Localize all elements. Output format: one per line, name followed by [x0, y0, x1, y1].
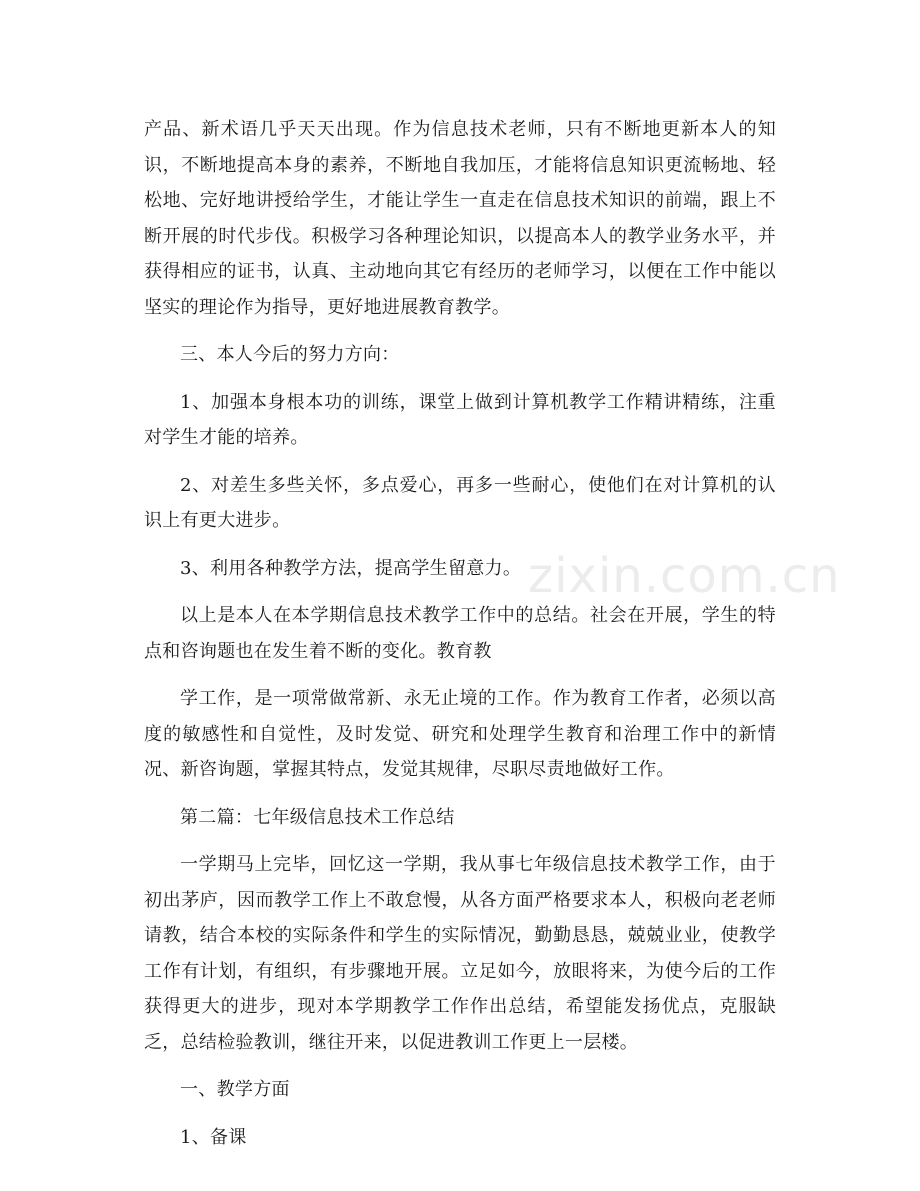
heading-lesson-prep: 1、备课: [180, 1126, 247, 1148]
paragraph-summary: 以上是本人在本学期信息技术教学工作中的总结。社会在开展，学生的特点和咨询题也在发生着不断的变化。教育教: [144, 605, 776, 662]
list-item-teaching-methods: 3、利用各种教学方法，提高学生留意力。: [180, 557, 522, 579]
list-item-basic-skills: 1、加强本身根本功的训练，课堂上做到计算机教学工作精讲精练，注重对学生才能的培养。: [144, 391, 776, 448]
paragraph-education-work: 学工作，是一项常做常新、永无止境的工作。作为教育工作者，必须以高度的敏感性和自觉性，及时发觉、研究和处理学生教育和治理工作中的新情况、新咨询题，掌握其特点，发觉其规律，尽职尽责地做好工作。: [144, 688, 776, 780]
heading-second-article: 第二篇：七年级信息技术工作总结: [180, 806, 455, 828]
document-page: [144, 112, 776, 1167]
list-item-weak-students: 2、对差生多些关怀，多点爱心，再多一些耐心，使他们在对计算机的认识上有更大进步。: [144, 474, 776, 531]
watermark-text: zixin.com.cn: [528, 548, 841, 604]
paragraph-knowledge-update: 产品、新术语几乎天天出现。作为信息技术老师，只有不断地更新本人的知识，不断地提高本身的素养，不断地自我加压，才能将信息知识更流畅地、轻松地、完好地讲授给学生，才能让学生一直走在信息技术知识的前端，跟上不断开展的时代步伐。积极学习各种理论知识，以提高本人的教学业务水平，并获得相应的证书，认真、主动地向其它有经历的老师学习，以便在工作中能以坚实的理论作为指导，更好地进展教育教学。: [144, 119, 776, 318]
heading-teaching: 一、教学方面: [180, 1079, 290, 1100]
paragraph-semester-review: 一学期马上完毕，回忆这一学期，我从事七年级信息技术教学工作，由于初出茅庐，因而教学工作上不敢怠慢，从各方面严格要求本人，积极向老老师请教，结合本校的实际条件和学生的实际情况，勤勤恳恳，兢兢业业，使教学工作有计划，有组织，有步骤地开展。立足如今，放眼将来，为使今后的工作获得更大的进步，现对本学期教学工作作出总结，希望能发扬优点，克服缺乏，总结检验教训，继往开来，以促进教训工作更上一层楼。: [144, 854, 776, 1053]
heading-future-direction: 三、本人今后的努力方向：: [180, 344, 400, 365]
